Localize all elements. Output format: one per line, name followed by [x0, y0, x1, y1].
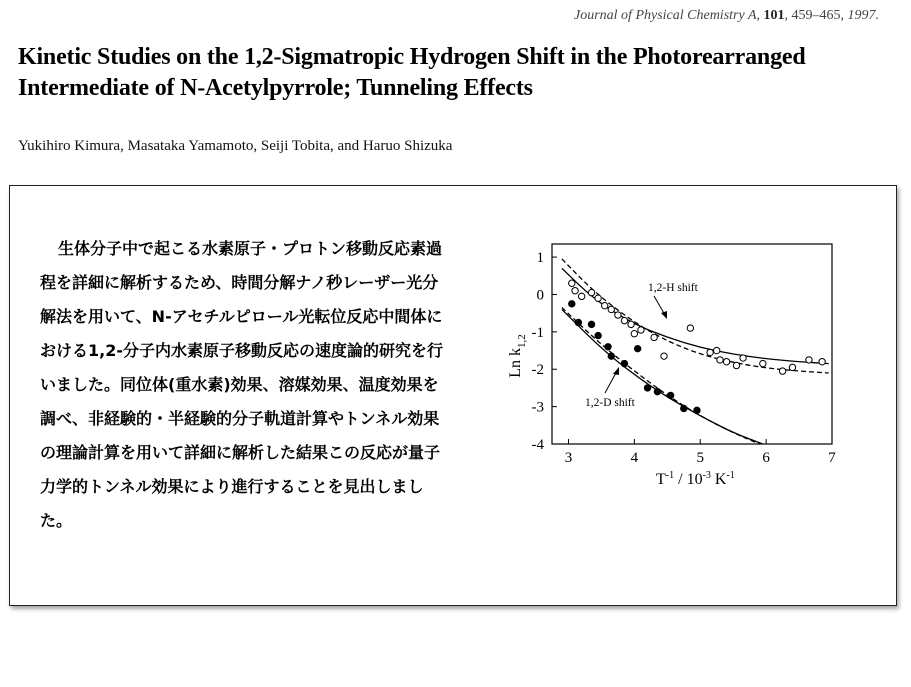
kinetics-chart — [480, 226, 850, 496]
y-tick-label: 0 — [536, 287, 544, 304]
paper-title: Kinetic Studies on the 1,2-Sigmatropic Hydrogen Shift in the Photorearranged Intermediate of N-Acetylpyrrole; Tunneling Effects — [18, 44, 806, 101]
y-tick-label: 1 — [536, 250, 544, 267]
fit-curve-1 — [562, 259, 829, 373]
x-tick-label: 5 — [696, 450, 704, 466]
plot-frame — [552, 244, 832, 444]
h-shift-point — [569, 280, 575, 286]
d-shift-point — [595, 332, 601, 338]
x-tick-label: 7 — [828, 450, 836, 466]
arrow-h-line — [654, 296, 665, 315]
h-shift-point — [733, 362, 739, 368]
h-shift-point — [819, 359, 825, 365]
journal-name: Journal of Physical Chemistry A — [574, 8, 757, 23]
d-shift-point — [569, 301, 575, 307]
series-label-d — [585, 367, 636, 409]
abstract-text: 生体分子中で起こる水素原子・プロトン移動反応素過程を詳細に解析するため、時間分解ナノ秒レーザー光分解法を用いて、N-アセチルピロール光転位反応中間体における1,2-分子内水素原子移動反応の速度論的研究を行いました。同位体(重水素)効果、溶媒効果、温度効果を調べ、非経験的・半経験的分子軌道計算やトンネル効果の理論計算を用いて詳細に解析した結果この反応が量子力学的トンネル効果により進行することを見出しました。 — [40, 239, 443, 530]
d-shift-point — [575, 319, 581, 325]
d-shift-point — [694, 407, 700, 413]
d-shift-point — [608, 353, 614, 359]
legend-h-shift: 1,2-H shift — [648, 282, 698, 294]
h-shift-point — [779, 368, 785, 374]
h-shift-point — [661, 353, 667, 359]
y-tick-label: -4 — [531, 437, 544, 453]
h-shift-point — [615, 312, 621, 318]
d-shift-point — [621, 360, 627, 366]
x-tick-label: 3 — [564, 450, 573, 466]
h-shift-point — [789, 364, 795, 370]
h-shift-point — [608, 306, 614, 312]
d-shift-point — [667, 392, 673, 398]
d-shift-point — [634, 345, 640, 351]
h-shift-point — [714, 347, 720, 353]
d-shift-point — [605, 344, 611, 350]
d-shift-point — [644, 385, 650, 391]
h-shift-point — [651, 334, 657, 340]
h-shift-point — [621, 317, 627, 323]
h-shift-point — [595, 295, 601, 301]
y-tick-label: -2 — [531, 362, 544, 379]
x-axis-label: $T^{-1} / 10^{-3}$ $K^{-1}$ — [656, 470, 735, 488]
h-shift-point — [631, 331, 637, 337]
journal-pages: 459–465 — [791, 8, 841, 23]
h-shift-point — [717, 357, 723, 363]
legend-d-shift: 1,2-D shift — [585, 397, 635, 409]
h-shift-point — [602, 302, 608, 308]
x-tick-label: 4 — [630, 450, 639, 466]
h-shift-point — [707, 349, 713, 355]
d-shift-point — [681, 405, 687, 411]
h-shift-point — [806, 357, 812, 363]
h-shift-point — [723, 359, 729, 365]
x-tick-label: 6 — [762, 450, 770, 466]
d-shift-point — [588, 321, 594, 327]
y-axis-label: Ln $k_{1,2}$ — [507, 334, 528, 378]
fit-curve-2 — [562, 309, 763, 444]
h-shift-point — [588, 289, 594, 295]
h-shift-point — [578, 293, 584, 299]
arrow-d-head — [613, 367, 619, 375]
series-label-h — [648, 282, 699, 319]
journal-volume: 101 — [763, 8, 785, 23]
journal-year: 1997. — [847, 8, 879, 23]
d-shift-point — [654, 388, 660, 394]
summary-panel — [9, 185, 897, 606]
h-shift-point — [687, 325, 693, 331]
author-list: Yukihiro Kimura, Masataka Yamamoto, Seiji Tobita, and Haruo Shizuka — [18, 138, 453, 154]
h-shift-point — [572, 288, 578, 294]
y-tick-label: -1 — [531, 324, 544, 341]
h-shift-point — [740, 355, 746, 361]
h-shift-point — [638, 327, 644, 333]
arrow-h-head — [661, 311, 667, 319]
citation: Journal of Physical Chemistry A, 101, 459–465, 1997. — [574, 8, 879, 23]
h-shift-point — [760, 360, 766, 366]
h-shift-point — [628, 321, 634, 327]
y-tick-label: -3 — [531, 399, 544, 416]
